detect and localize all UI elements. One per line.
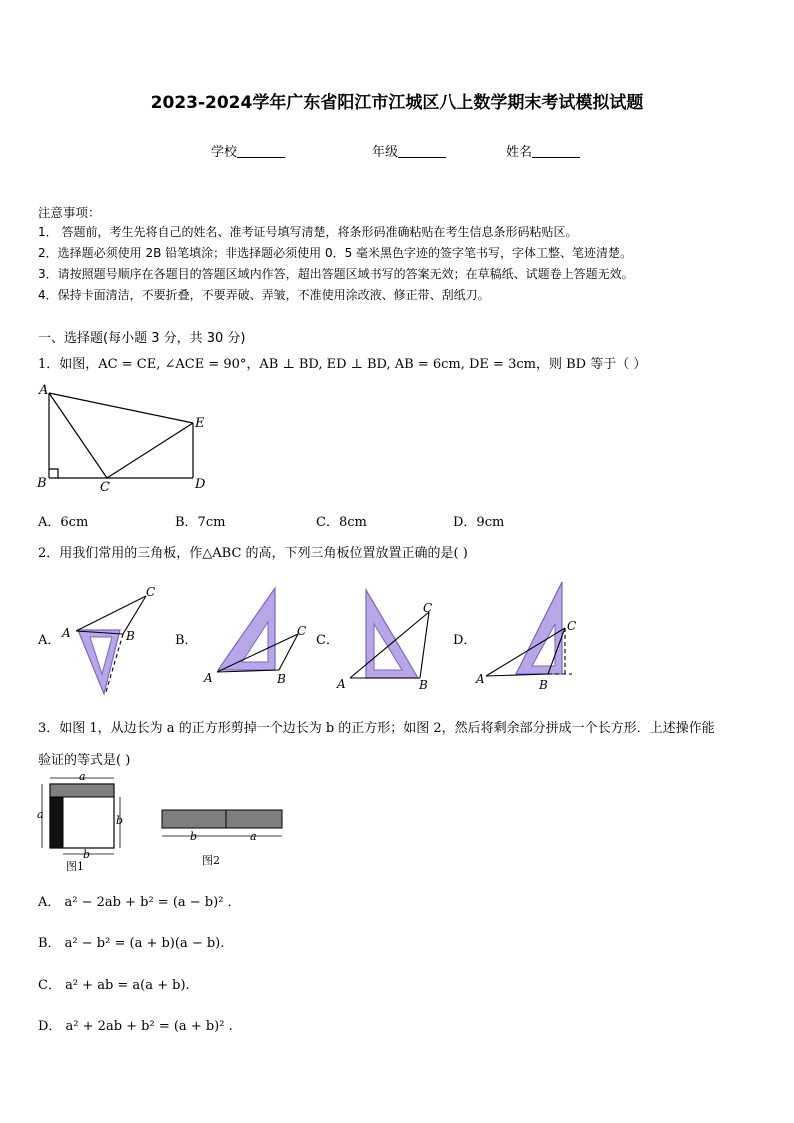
label-a: A <box>204 671 213 685</box>
label-a: A <box>39 383 49 398</box>
label-e: E <box>195 416 205 431</box>
school-blank <box>237 145 285 158</box>
note-item: 1． 答题前，考生先将自己的姓名、准考证号填写清楚，将条形码准确粘贴在考生信息条形码粘贴区。 <box>38 225 578 239</box>
label-b-bottom: b <box>83 848 91 861</box>
label-d: D <box>195 477 206 492</box>
grade-field <box>372 141 446 160</box>
grade-blank <box>398 145 446 158</box>
label-b: b <box>190 830 198 843</box>
label-b: B <box>419 678 428 692</box>
segment-ac <box>49 393 107 478</box>
section-heading: 一、选择题(每小题 3 分，共 30 分) <box>38 331 246 346</box>
school-field <box>211 141 285 160</box>
note-item: 4．保持卡面清洁，不要折叠，不要弄破、弄皱，不准使用涂改液、修正带、刮纸刀。 <box>38 288 490 302</box>
edge-bc <box>279 634 298 670</box>
label-c: C <box>146 585 156 599</box>
label-a: A <box>337 677 346 691</box>
note-item: 3．请按照题号顺序在各题目的答题区域内作答，超出答题区域书写的答案无效；在草稿纸、试题卷上答题无效。 <box>38 267 634 281</box>
label-c: C <box>297 624 307 638</box>
grade-label: 年级 <box>372 145 399 160</box>
label-b-right: b <box>116 814 124 827</box>
name-blank <box>532 145 580 158</box>
q2-figure-d <box>472 582 582 694</box>
right-angle-mark <box>49 469 58 478</box>
question-3-text-line1: 3．如图 1，从边长为 a 的正方形剪掉一个边长为 b 的正方形；如图 2，然后将剩余部分拼成一个长方形．上述操作能 <box>38 721 715 736</box>
q2-option-c[interactable]: C． <box>316 633 339 648</box>
question-2-text: 2．用我们常用的三角板，作△ABC 的高，下列三角板位置放置正确的是( ) <box>38 546 468 561</box>
left-strip <box>50 797 63 848</box>
q1-option-c[interactable]: C．8cm <box>316 515 367 530</box>
question-1-figure <box>30 378 220 496</box>
segment-ce <box>107 423 193 478</box>
label-b: B <box>37 476 47 491</box>
label-a-top: a <box>79 772 86 783</box>
edge-bc <box>420 612 429 678</box>
rect-left-part <box>162 810 226 828</box>
fig2-caption: 图2 <box>202 854 220 867</box>
segment-ae <box>49 393 193 423</box>
q3-option-c[interactable]: C． a² + ab = a(a + b). <box>38 978 190 993</box>
q2-option-a[interactable]: A． <box>38 633 61 648</box>
notes-heading: 注意事项： <box>38 205 101 220</box>
label-a: a <box>250 830 257 843</box>
label-b: B <box>277 672 286 686</box>
label-c: C <box>567 619 577 633</box>
q2-option-d[interactable]: D． <box>453 633 477 648</box>
q2-figure-c <box>334 582 444 694</box>
fig1-caption: 图1 <box>66 860 84 873</box>
q2-figure-b <box>200 582 320 692</box>
question-3-text-line2: 验证的等式是( ) <box>38 753 131 768</box>
notes-list <box>38 222 634 306</box>
label-c: C <box>100 480 110 495</box>
top-strip <box>50 784 114 797</box>
q3-option-a[interactable]: A． a² − 2ab + b² = (a − b)² ． <box>38 895 241 910</box>
note-item: 2．选择题必须使用 2B 铅笔填涂；非选择题必须使用 0．5 毫米黑色字迹的签字笔书写，字体工整、笔迹清楚。 <box>38 246 633 260</box>
q3-figure-2 <box>158 802 288 872</box>
label-b: B <box>126 629 135 643</box>
name-field <box>506 141 580 160</box>
q3-option-b[interactable]: B． a² − b² = (a + b)(a − b). <box>38 936 225 951</box>
page-title: 2023-2024学年广东省阳江市江城区八上数学期末考试模拟试题 <box>150 93 644 113</box>
q1-option-a[interactable]: A．6cm <box>38 515 89 530</box>
school-label: 学校 <box>211 145 238 160</box>
q2-option-b[interactable]: B． <box>175 633 198 648</box>
q2-figure-a <box>58 582 168 697</box>
label-c: C <box>423 601 433 615</box>
label-a: A <box>62 626 71 640</box>
q1-option-d[interactable]: D．9cm <box>453 515 505 530</box>
q3-option-d[interactable]: D． a² + 2ab + b² = (a + b)² . <box>38 1019 233 1034</box>
rect-right-part <box>226 810 282 828</box>
q3-figure-1 <box>34 772 134 874</box>
label-a: A <box>476 672 485 686</box>
q1-option-b[interactable]: B．7cm <box>175 515 226 530</box>
question-1-text: 1．如图，AC = CE, ∠ACE = 90°，AB ⊥ BD, ED ⊥ BD, AB = 6cm, DE = 3cm，则 BD 等于（ ） <box>38 357 647 372</box>
label-b: B <box>539 678 548 692</box>
name-label: 姓名 <box>506 145 533 160</box>
label-a-left: a <box>37 808 44 821</box>
